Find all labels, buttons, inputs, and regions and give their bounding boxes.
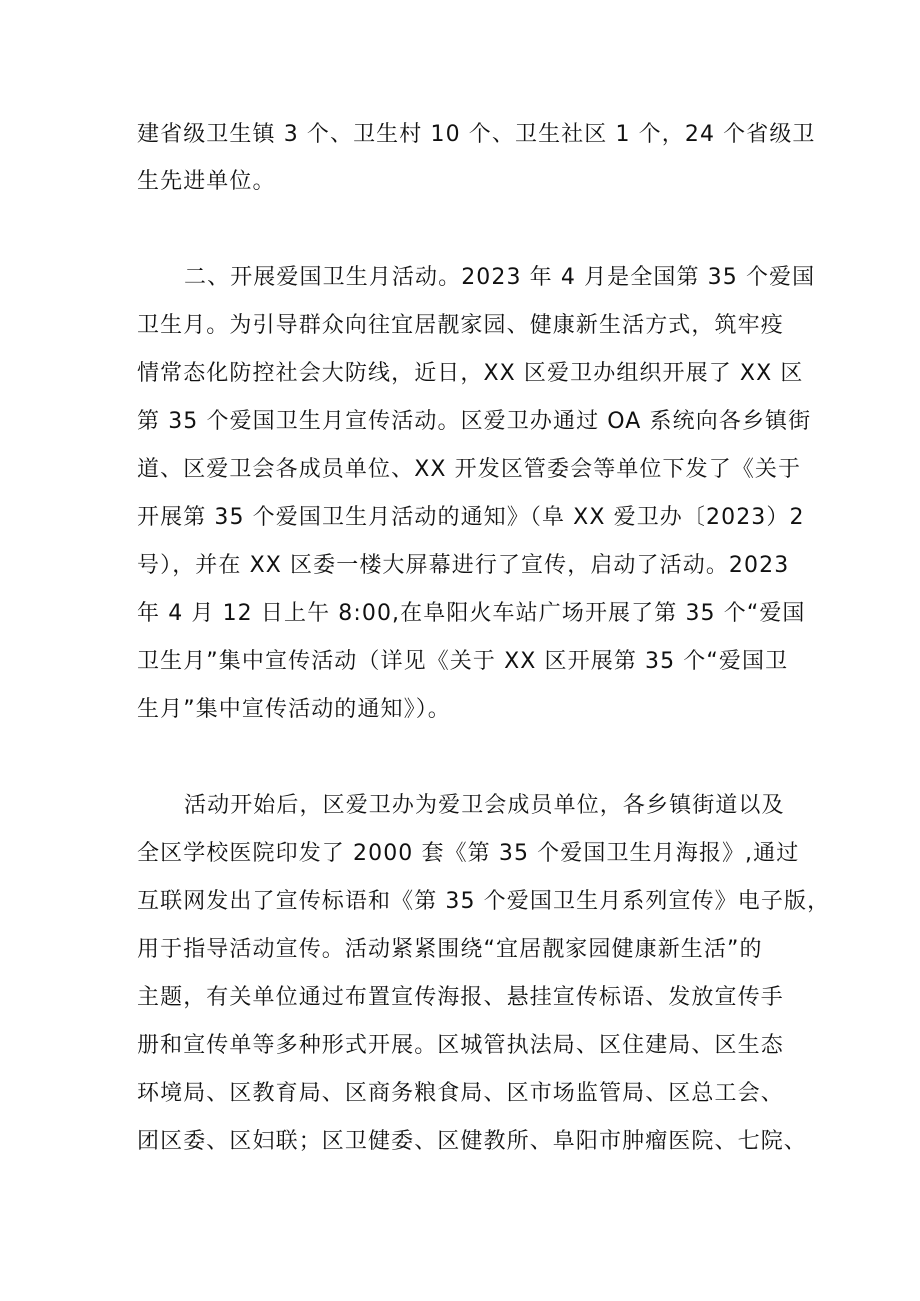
paragraph-2-line-5: 道、区爱卫会各成员单位、XX 开发区管委会等单位下发了《关于 [137, 457, 802, 482]
paragraph-3-line-7: 环境局、区教育局、区商务粮食局、区市场监管局、区总工会、 [137, 1081, 784, 1106]
paragraph-2-line-3: 情常态化防控社会大防线，近日，XX 区爱卫办组织开展了 XX 区 [137, 361, 804, 386]
paragraph-2-line-2: 卫生月。为引导群众向往宜居靓家园、健康新生活方式，筑牢疫 [137, 313, 784, 338]
paragraph-2-line-1: 二、开展爱国卫生月活动。2023 年 4 月是全国第 35 个爱国 [184, 265, 816, 290]
paragraph-3-line-2: 全区学校医院印发了 2000 套《第 35 个爱国卫生月海报》,通过 [137, 841, 800, 866]
paragraph-2-line-6: 开展第 35 个爱国卫生月活动的通知》（阜 XX 爱卫办〔2023）2 [137, 505, 805, 530]
paragraph-3-line-8: 团区委、区妇联；区卫健委、区健教所、阜阳市肿瘤医院、七院、 [137, 1129, 807, 1154]
paragraph-1-line-1: 建省级卫生镇 3 个、卫生村 10 个、卫生社区 1 个，24 个省级卫 [137, 122, 816, 147]
paragraph-2-line-9: 卫生月”集中宣传活动（详见《关于 XX 区开展第 35 个“爱国卫 [137, 649, 789, 674]
paragraph-3-line-3: 互联网发出了宣传标语和《第 35 个爱国卫生月系列宣传》电子版， [137, 889, 831, 914]
paragraph-3-line-1: 活动开始后，区爱卫办为爱卫会成员单位，各乡镇街道以及 [184, 793, 785, 818]
paragraph-3-line-6: 册和宣传单等多种形式开展。区城管执法局、区住建局、区生态 [137, 1033, 784, 1058]
paragraph-2-line-10: 生月”集中宣传活动的通知》）。 [137, 697, 451, 722]
paragraph-2-line-8: 年 4 月 12 日上午 8:00,在阜阳火车站广场开展了第 35 个“爱国 [137, 601, 806, 626]
paragraph-3-line-5: 主题，有关单位通过布置宣传海报、悬挂宣传标语、发放宣传手 [137, 985, 784, 1010]
paragraph-1-line-2: 生先进单位。 [137, 169, 276, 194]
paragraph-2-line-4: 第 35 个爱国卫生月宣传活动。区爱卫办通过 OA 系统向各乡镇街 [137, 409, 812, 434]
paragraph-3-line-4: 用于指导活动宣传。活动紧紧围绕“宜居靓家园健康新生活”的 [137, 937, 763, 962]
paragraph-2-line-7: 号），并在 XX 区委一楼大屏幕进行了宣传，启动了活动。2023 [137, 553, 790, 578]
